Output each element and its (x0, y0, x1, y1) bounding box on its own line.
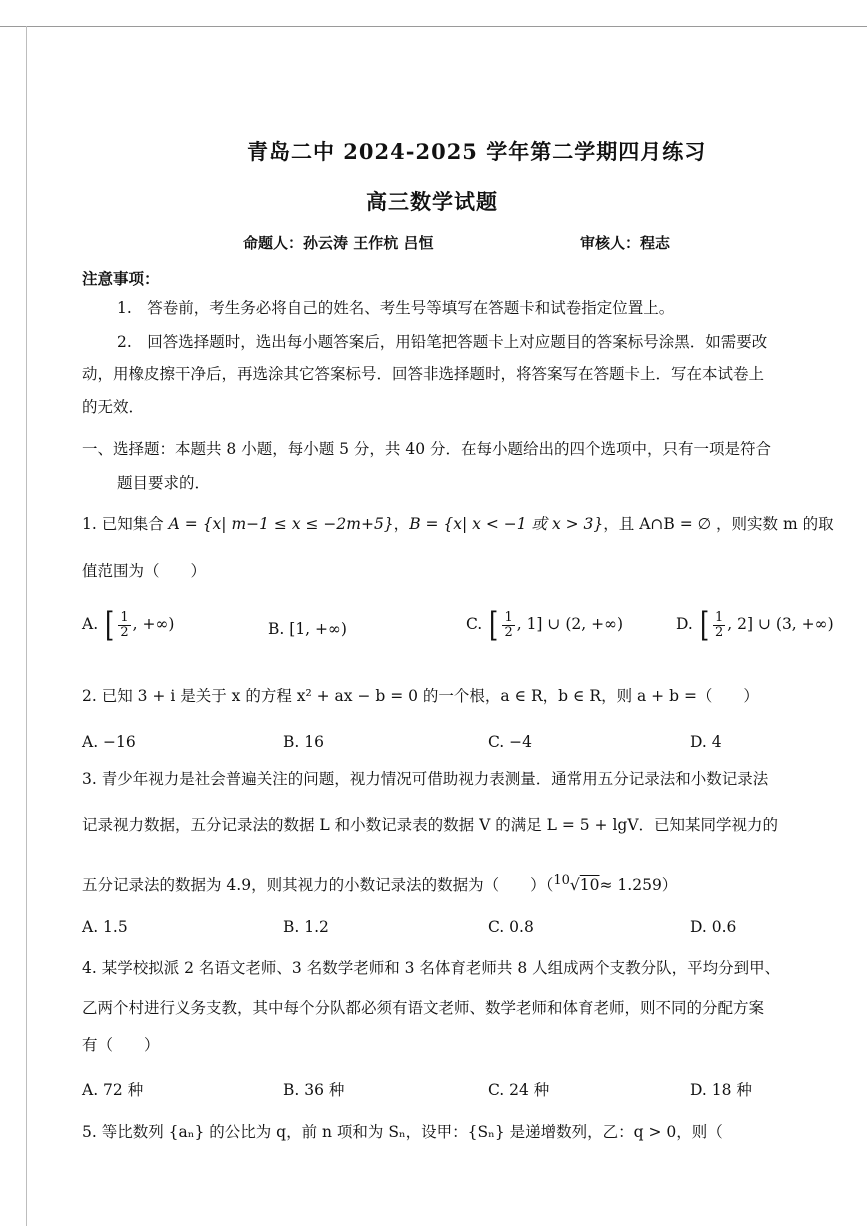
fraction-numerator: 1 (715, 609, 724, 625)
q3-line-3-text: 五分记录法的数据为 4.9，则其视力的小数记录法的数据为（ ）（ (82, 876, 554, 895)
q1-option-b[interactable] (268, 620, 347, 638)
exam-authors: 命题人：孙云涛 王作杭 吕恒 (243, 234, 434, 252)
question-5-stem: 5. 等比数列 {aₙ} 的公比为 q，前 n 项和为 Sₙ，设甲：{Sₙ} 是递增数列，乙：q > 0，则（ (82, 1123, 723, 1141)
question-2-stem: 2. 已知 3 + i 是关于 x 的方程 x² + ax − b = 0 的一个根，a ∈ R，b ∈ R，则 a + b =（ ） (82, 687, 759, 705)
question-1-stem-cont: 值范围为（ ） (82, 562, 207, 580)
q2-option-c[interactable]: C. −4 (488, 733, 533, 751)
q1-set-a: A = {x| m−1 ≤ x ≤ −2m+5} (168, 515, 394, 533)
q1-option-d[interactable] (676, 605, 834, 645)
q2-option-b[interactable]: B. 16 (283, 733, 324, 751)
q3-option-d[interactable]: D. 0.6 (690, 918, 737, 936)
fraction (118, 611, 130, 639)
fraction (713, 611, 725, 639)
section-1-heading: 一、选择题：本题共 8 小题，每小题 5 分，共 40 分．在每小题给出的四个选项中，只有一项是符合 (82, 440, 772, 458)
fraction-denominator: 2 (715, 624, 724, 640)
exam-subtitle: 高三数学试题 (366, 189, 498, 214)
question-4-stem-line-2: 乙两个村进行义务支教，其中每个分队都必须有语文老师、数学老师和体育老师，则不同的分配方案 (82, 999, 765, 1017)
q1-option-a-label: A. (82, 615, 99, 633)
fraction-denominator: 2 (120, 624, 129, 640)
q1-option-a-tail: , +∞) (132, 615, 175, 633)
q1-option-d-tail: , 2] ∪ (3, +∞) (727, 615, 834, 633)
question-1-stem (82, 517, 834, 533)
q2-option-d[interactable]: D. 4 (690, 733, 722, 751)
q1-option-c[interactable] (466, 605, 624, 645)
fraction (502, 611, 514, 639)
fraction-denominator: 2 (504, 624, 513, 640)
question-3-stem-line-1: 3. 青少年视力是社会普遍关注的问题，视力情况可借助视力表测量．通常用五分记录法和小数记录法 (82, 770, 769, 788)
q1-set-b: B = {x| x < −1 或 x > 3} (409, 515, 604, 533)
q4-option-c[interactable]: C. 24 种 (488, 1081, 550, 1099)
q1-prefix: 1. 已知集合 (82, 515, 169, 533)
notice-item-2-line-3: 的无效． (82, 398, 145, 416)
notice-item-2-line-2: 动，用橡皮擦干净后，再选涂其它答案标号．回答非选择题时，将答案写在答题卡上．写在本试卷上 (82, 365, 765, 383)
page-left-border (26, 26, 27, 1226)
q1-suffix: ，且 A∩B = ∅ ，则实数 m 的取 (603, 515, 834, 533)
question-3-stem-line-2: 记录视力数据，五分记录法的数据 L 和小数记录表的数据 V 的满足 L = 5 + lgV．已知某同学视力的 (82, 816, 779, 834)
q3-option-c[interactable]: C. 0.8 (488, 918, 534, 936)
notice-heading: 注意事项： (82, 269, 160, 288)
radical-icon: √ (569, 876, 580, 895)
notice-item-2-line-1: 2. 回答选择题时，选出每小题答案后，用铅笔把答题卡上对应题目的答案标号涂黑．如需要改 (117, 333, 768, 351)
q1-option-c-tail: , 1] ∪ (2, +∞) (516, 615, 624, 633)
left-bracket-icon: [ (699, 605, 710, 645)
page-top-border (0, 26, 867, 27)
q3-option-b[interactable]: B. 1.2 (283, 918, 329, 936)
fraction-numerator: 1 (504, 609, 513, 625)
question-4-stem-line-3: 有（ ） (82, 1036, 160, 1054)
question-3-stem-line-3 (82, 874, 677, 894)
q2-option-a[interactable]: A. −16 (82, 733, 136, 751)
root-index: 10 (553, 873, 570, 888)
section-1-heading-cont: 题目要求的． (117, 474, 211, 492)
fraction-numerator: 1 (120, 609, 129, 625)
question-4-stem-line-1: 4. 某学校拟派 2 名语文老师、3 名数学老师和 3 名体育老师共 8 人组成两个支教分队，平均分到甲、 (82, 959, 781, 977)
q1-option-b-label: B. (268, 620, 285, 638)
left-bracket-icon: [ (489, 605, 499, 645)
radicand: 10 (579, 876, 600, 895)
left-bracket-icon: [ (105, 605, 115, 645)
q4-option-b[interactable]: B. 36 种 (283, 1081, 345, 1099)
q4-option-d[interactable]: D. 18 种 (690, 1081, 752, 1099)
q3-approx: ≈ 1.259） (599, 876, 678, 895)
q1-option-a[interactable] (82, 605, 175, 645)
q3-option-a[interactable]: A. 1.5 (82, 918, 128, 936)
q4-option-a[interactable]: A. 72 种 (82, 1081, 144, 1099)
q1-option-b-text: [1, +∞) (289, 620, 347, 638)
q1-option-d-label: D. (676, 615, 693, 633)
exam-title: 青岛二中 2024-2025 学年第二学期四月练习 (247, 139, 707, 164)
q1-option-c-label: C. (466, 615, 483, 633)
q1-sep: ， (393, 515, 410, 533)
exam-reviewer: 审核人：程志 (580, 234, 671, 252)
notice-item-1: 1. 答卷前，考生务必将自己的姓名、考生号等填写在答题卡和试卷指定位置上。 (117, 299, 675, 317)
